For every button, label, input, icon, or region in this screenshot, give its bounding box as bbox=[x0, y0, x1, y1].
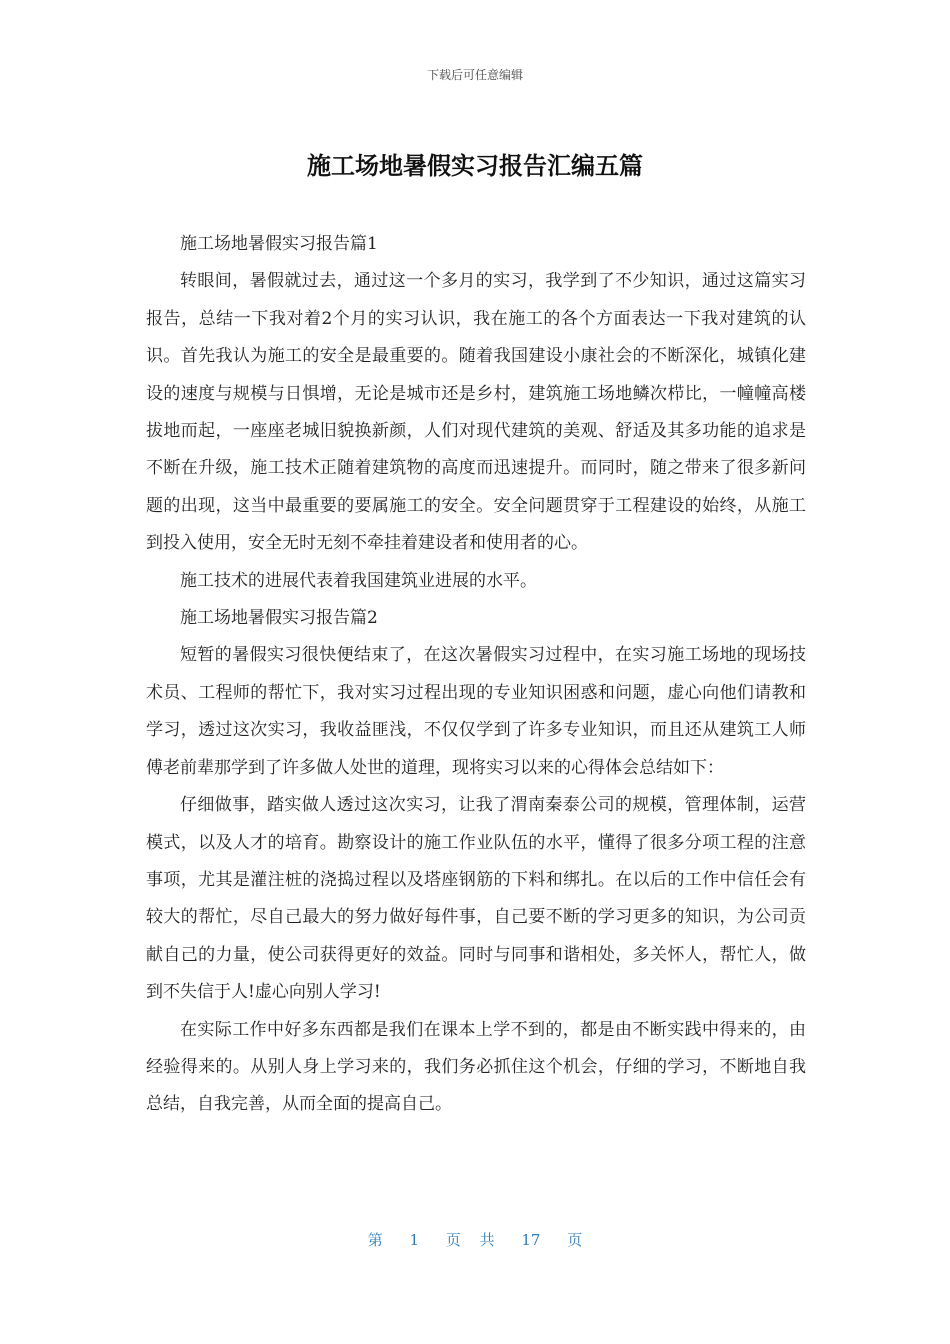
page-footer bbox=[0, 1229, 950, 1250]
footer-total-pages: 17 bbox=[521, 1231, 541, 1249]
footer-current-page: 1 bbox=[409, 1231, 420, 1249]
footer-label-total: 页 共 bbox=[445, 1231, 495, 1249]
paragraph: 短暂的暑假实习很快便结束了，在这次暑假实习过程中，在实习施工场地的现场技术员、工程师的帮忙下，我对实习过程出现的专业知识困惑和问题，虚心向他们请教和学习，透过这次实习，我收益匪浅，不仅仅学到了许多专业知识，而且还从建筑工人师傅老前辈那学到了许多做人处世的道理，现将实习以来的心得体会总结如下： bbox=[146, 645, 806, 778]
paragraph: 在实际工作中好多东西都是我们在课本上学不到的，都是由不断实践中得来的，由经验得来的。从别人身上学习来的，我们务必抓住这个机会，仔细的学习，不断地自我总结，自我完善，从而全面的提高自己。 bbox=[146, 1019, 806, 1115]
footer-label-end: 页 bbox=[567, 1231, 583, 1249]
header-note: 下载后可任意编辑 bbox=[426, 68, 523, 82]
section-heading-2: 施工场地暑假实习报告篇2 bbox=[180, 608, 378, 629]
document-body bbox=[146, 226, 806, 1124]
section-heading-1: 施工场地暑假实习报告篇1 bbox=[180, 234, 378, 254]
document-title: 施工场地暑假实习报告汇编五篇 bbox=[307, 151, 643, 180]
paragraph: 仔细做事，踏实做人透过这次实习，让我了渭南秦泰公司的规模，管理体制，运营模式，以及人才的培育。勘察设计的施工作业队伍的水平，懂得了很多分项工程的注意事项，尤其是灌注桩的浇捣过程以及塔座钢筋的下料和绑扎。在以后的工作中信任会有较大的帮忙，尽自己最大的努力做好每件事，自己要不断的学习更多的知识，为公司贡献自己的力量，使公司获得更好的效益。同时与同事和谐相处，多关怀人，帮忙人，做到不失信于人!虚心向别人学习! bbox=[146, 795, 806, 1003]
paragraph: 转眼间，暑假就过去，通过这一个多月的实习，我学到了不少知识，通过这篇实习报告，总结一下我对着2个月的实习认识，我在施工的各个方面表达一下我对建筑的认识。首先我认为施工的安全是最重要的。随着我国建设小康社会的不断深化，城镇化建设的速度与规模与日惧增，无论是城市还是乡村，建筑施工场地鳞次栉比，一幢幢高楼拔地而起，一座座老城旧貌换新颜，人们对现代建筑的美观、舒适及其多功能的追求是不断在升级，施工技术正随着建筑物的高度而迅速提升。而同时，随之带来了很多新问题的出现，这当中最重要的要属施工的安全。安全问题贯穿于工程建设的始终，从施工到投入使用，安全无时无刻不牵挂着建设者和使用者的心。 bbox=[146, 271, 806, 554]
footer-label-page: 第 bbox=[367, 1231, 383, 1249]
paragraph: 施工技术的进展代表着我国建筑业进展的水平。 bbox=[180, 570, 537, 591]
